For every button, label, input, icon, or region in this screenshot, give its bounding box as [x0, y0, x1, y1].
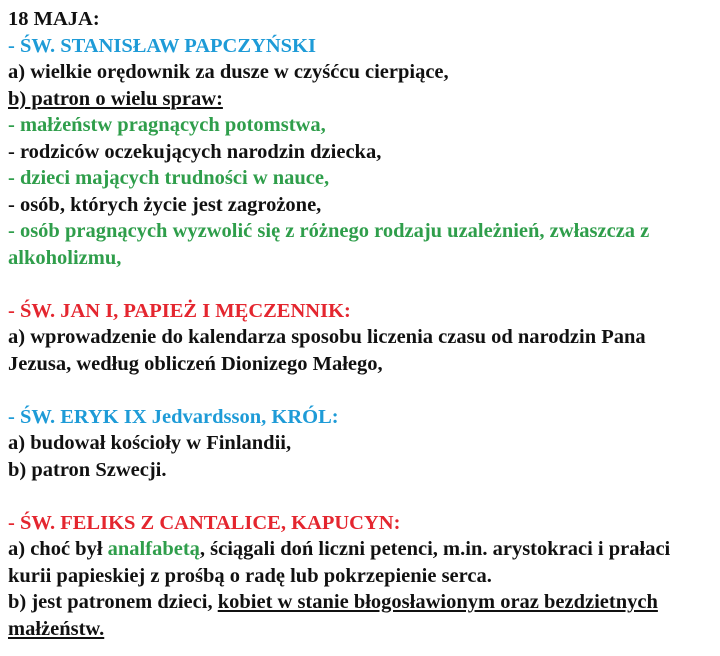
patron-heading: b) patron o wielu spraw: — [8, 87, 223, 110]
patronage-item: - małżeństw pragnących potomstwa, — [8, 114, 326, 136]
description-line: b) patron Szwecji. — [8, 458, 167, 481]
highlight-word: analfabetą — [107, 538, 200, 560]
spacer — [8, 377, 712, 404]
description-line — [8, 589, 712, 642]
description-line: a) wielkie orędownik za dusze w czyśćcu cierpiące, — [8, 61, 449, 83]
saint-title-stanislaw: - ŚW. STANISŁAW PAPCZYŃSKI — [8, 34, 316, 57]
description-line — [8, 536, 712, 589]
description-line: a) budował kościoły w Finlandii, — [8, 432, 292, 454]
saint-title-feliks: - ŚW. FELIKS Z CANTALICE, KAPUCYN: — [8, 511, 401, 534]
saint-title-jan: - ŚW. JAN I, PAPIEŻ I MĘCZENNIK: — [8, 299, 351, 322]
patronage-item: - dzieci mających trudności w nauce, — [8, 167, 330, 189]
date-heading: 18 MAJA: — [8, 8, 100, 30]
patronage-item: - rodziców oczekujących narodzin dziecka, — [8, 140, 382, 163]
description-text: b) jest patronem dzieci, — [8, 591, 218, 613]
spacer — [8, 271, 712, 298]
patronage-item: - osób pragnących wyzwolić się z różnego rodzaju uzależnień, zwłaszcza z alkoholizmu, — [8, 220, 650, 269]
patronage-item: - osób, których życie jest zagrożone, — [8, 193, 322, 216]
saint-title-eryk: - ŚW. ERYK IX Jedvardsson, KRÓL: — [8, 405, 339, 428]
description-line: a) wprowadzenie do kalendarza sposobu liczenia czasu od narodzin Pana Jezusa, według obliczeń Dionizego Małego, — [8, 326, 646, 375]
spacer — [8, 483, 712, 510]
underlined-text: kobiet w stanie błogosławionym oraz bezdzietnych małżeństw. — [8, 591, 658, 640]
description-text: , ściągali doń liczni petenci, m.in. arystokraci i prałaci kurii papieskiej z prośbą o radę lub pokrzepienie serca. — [8, 538, 671, 587]
description-line — [8, 86, 712, 113]
description-text: a) choć był — [8, 538, 108, 560]
document — [8, 6, 712, 642]
